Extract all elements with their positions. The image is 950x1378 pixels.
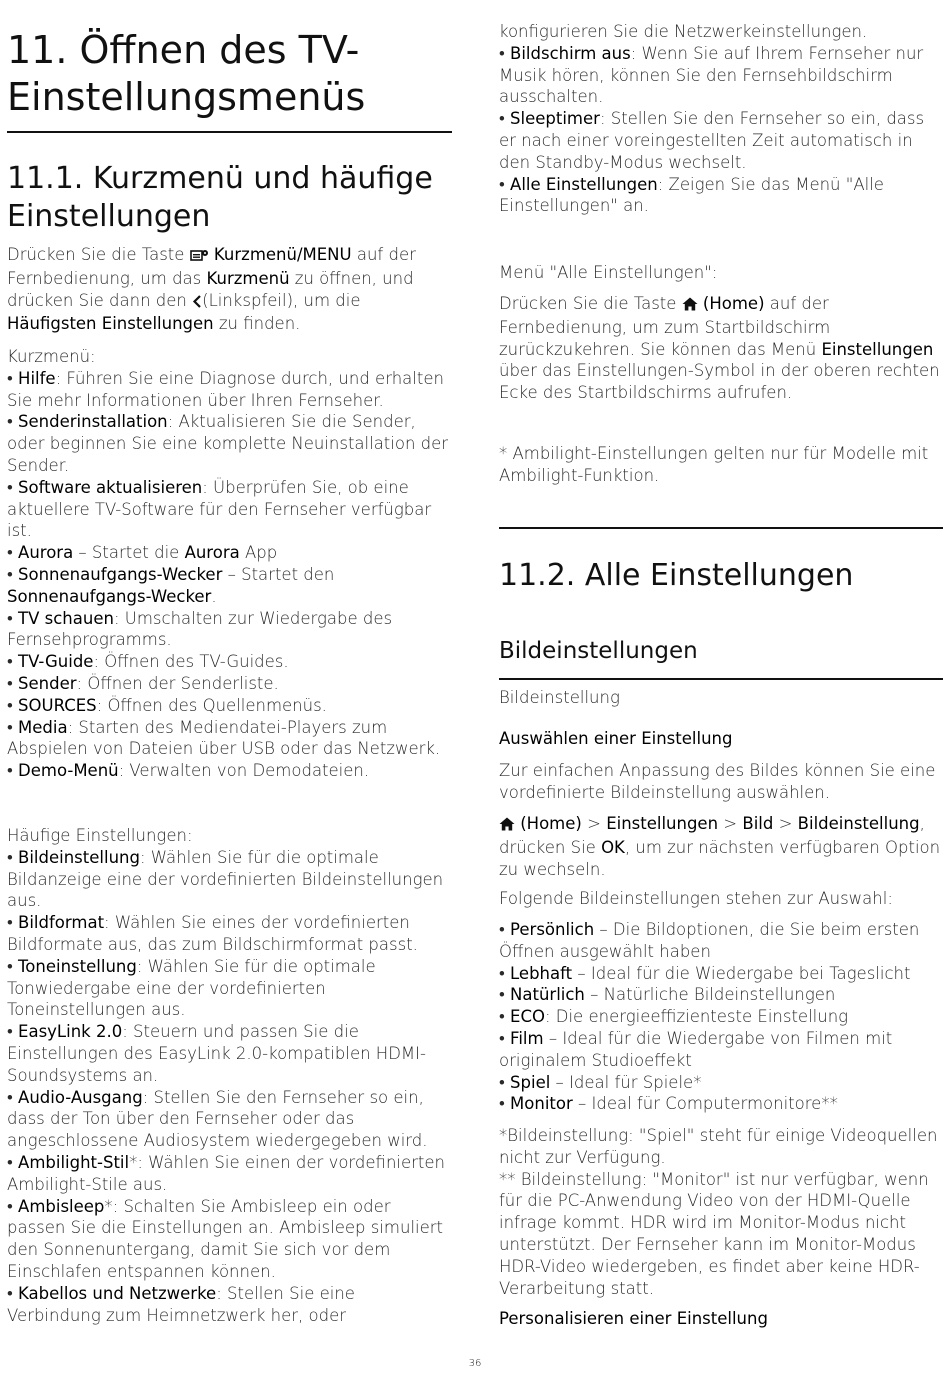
list-item: • Persönlich – Die Bildoptionen, die Sie beim ersten Öffnen ausgewählt haben <box>499 920 920 961</box>
list-item: • Bildschirm aus: Wenn Sie auf Ihrem Fernseher nur Musik hören, können Sie den Fernsehbildschirm ausschalten. <box>499 43 924 107</box>
ambilight-note: * Ambilight-Einstellungen gelten nur für Modelle mit Ambilight-Funktion. <box>499 444 929 485</box>
intro-paragraph: Drücken Sie die Taste Kurzmenü/MENU auf der Fernbedienung, um das Kurzmenü zu öffnen, und drücken Sie dann den (Linkspfeil), um die Häufigsten Einstellungen zu finden. <box>7 245 416 334</box>
list-item: • Toneinstellung: Wählen Sie für die optimale Tonwiedergabe eine der vordefinierten Toneinstellungen aus. <box>7 956 376 1020</box>
menu-key-icon <box>190 246 209 268</box>
haeufig-list <box>7 825 452 1326</box>
list-item: • Monitor – Ideal für Computermonitore** <box>499 1094 838 1114</box>
title-rule <box>7 131 452 133</box>
list-item: • Sleeptimer: Stellen Sie den Fernseher so ein, dass er nach einer voreingestellten Zeit automatisch in den Standby-Modus wechselt. <box>499 109 925 172</box>
list-item: • EasyLink 2.0: Steuern und passen Sie die Einstellungen des EasyLink 2.0-kompatiblen HDMI-Soundsystems an. <box>7 1022 426 1085</box>
list-item: • ECO: Die energieeffizienteste Einstellung <box>499 1007 849 1027</box>
kurzmenue-list <box>7 346 452 782</box>
kurzmenue-heading: Kurzmenü: <box>7 347 96 366</box>
list-item: • Software aktualisieren: Überprüfen Sie, ob eine aktuellere TV-Software für den Fernseher verfügbar ist. <box>7 477 432 541</box>
list-item: • Sonnenaufgangs-Wecker – Startet den Sonnenaufgangs-Wecker. <box>7 564 335 606</box>
home-icon <box>499 815 515 837</box>
list-item: • TV-Guide: Öffnen des TV-Guides. <box>7 652 289 672</box>
list-item: • Spiel – Ideal für Spiele* <box>499 1072 702 1092</box>
section-rule <box>499 527 943 529</box>
list-item: • Ambisleep*: Schalten Sie Ambisleep ein oder passen Sie die Einstellungen an. Ambisleep simuliert den Sonnenuntergang, damit Sie sich vor dem Einschlafen entspannen können. <box>7 1196 444 1281</box>
left-arrow-icon <box>192 292 202 314</box>
chapter-title: 11. Öffnen des TV- Einstellungsmenüs <box>7 28 366 119</box>
list-item: • Sender: Öffnen der Senderliste. <box>7 673 279 693</box>
alle-menu-heading: Menü "Alle Einstellungen": <box>499 263 718 282</box>
personal-heading: Personalisieren einer Einstellung <box>499 1309 768 1328</box>
menu-path: (Home) > Einstellungen > Bild > Bildeinstellung, drücken Sie OK, um zur nächsten verfügbaren Option zu wechseln. <box>499 814 941 879</box>
list-intro: Folgende Bildeinstellungen stehen zur Auswahl: <box>499 889 893 908</box>
styles-list <box>499 919 943 1115</box>
list-item: • Ambilight-Stil*: Wählen Sie einen der vordefinierten Ambilight-Stile aus. <box>7 1152 445 1194</box>
select-heading: Auswählen einer Einstellung <box>499 729 733 748</box>
list-item: • Kabellos und Netzwerke: Stellen Sie eine Verbindung zum Heimnetzwerk her, oder <box>7 1283 355 1325</box>
list-item: • Natürlich – Natürliche Bildeinstellungen <box>499 985 836 1005</box>
list-item: • Alle Einstellungen: Zeigen Sie das Menü "Alle Einstellungen" an. <box>499 174 884 216</box>
alle-menu-paragraph: Drücken Sie die Taste (Home) auf der Fernbedienung, um zum Startbildschirm zurückzukehren. Sie können das Menü Einstellungen über das Einstellungen-Symbol in der oberen rechten Ecke des Startbildschirms aufrufen. <box>499 294 940 403</box>
select-text: Zur einfachen Anpassung des Bildes können Sie eine vordefinierte Bildeinstellung auswählen. <box>499 761 936 802</box>
section-title: 11.1. Kurzmenü und häufige Einstellungen <box>7 161 433 234</box>
section2-title: 11.2. Alle Einstellungen <box>499 558 854 593</box>
sub-sub-heading: Bildeinstellung <box>499 688 620 707</box>
list-item: • Bildeinstellung: Wählen Sie für die optimale Bildanzeige eine der vordefinierten Bildeinstellungen aus. <box>7 847 444 911</box>
page-number: 36 <box>468 1358 482 1369</box>
list-item: • Senderinstallation: Aktualisieren Sie die Sender, oder beginnen Sie eine komplette Neuinstallation der Sender. <box>7 412 449 475</box>
continued-list: konfigurieren Sie die Netzwerkeinstellungen. • Bildschirm aus: Wenn Sie auf Ihrem Fernseher nur Musik hören, können Sie den Fernsehbildschirm ausschalten. • Sleeptimer: Stellen Sie den Fernseher so ein, dass er nach einer voreingestellten Zeit automatisch in den Standby-Modus wechselt. • Alle Einstellungen: Zeigen Sie das Menü "Alle Einstellungen" an. <box>499 21 943 217</box>
notes: *Bildeinstellung: "Spiel" steht für einige Videoquellen nicht zur Verfügung. ** Bildeinstellung: "Monitor" ist nur verfügbar, wenn für die PC-Anwendung Video von der HDMI-Quelle infrage kommt. HDR wird im Monitor-Modus nicht unterstützt. Der Fernseher kann im Monitor-Modus HDR-Video wiedergeben, es findet aber keine HDR-Verarbeitung statt. <box>499 1126 938 1298</box>
list-item: • Aurora – Startet die Aurora App <box>7 543 278 563</box>
list-item: • Lebhaft – Ideal für die Wiedergabe bei Tageslicht <box>499 963 911 983</box>
list-item: • Film – Ideal für die Wiedergabe von Filmen mit originalem Studioeffekt <box>499 1028 893 1070</box>
list-item: • Media: Starten des Mediendatei-Players zum Abspielen von Dateien über USB oder das Netzwerk. <box>7 717 441 759</box>
haeufig-heading: Häufige Einstellungen: <box>7 826 193 845</box>
list-item: • Audio-Ausgang: Stellen Sie den Fernseher so ein, dass der Ton über den Fernseher oder das angeschlossene Audiosystem wiedergegeben wird. <box>7 1087 428 1151</box>
subsection-title: Bildeinstellungen <box>499 638 698 664</box>
list-item: • Bildformat: Wählen Sie eines der vordefinierten Bildformate aus, das zum Bildschirmformat passt. <box>7 913 418 954</box>
subsection-rule <box>499 678 943 680</box>
list-item: • Hilfe: Führen Sie eine Diagnose durch, und erhalten Sie mehr Informationen über Ihren Fernseher. <box>7 368 444 410</box>
list-item: • Demo-Menü: Verwalten von Demodateien. <box>7 761 370 781</box>
list-item: • SOURCES: Öffnen des Quellenmenüs. <box>7 695 327 715</box>
list-item: • TV schauen: Umschalten zur Wiedergabe des Fernsehprogramms. <box>7 608 393 650</box>
home-icon <box>682 295 698 317</box>
